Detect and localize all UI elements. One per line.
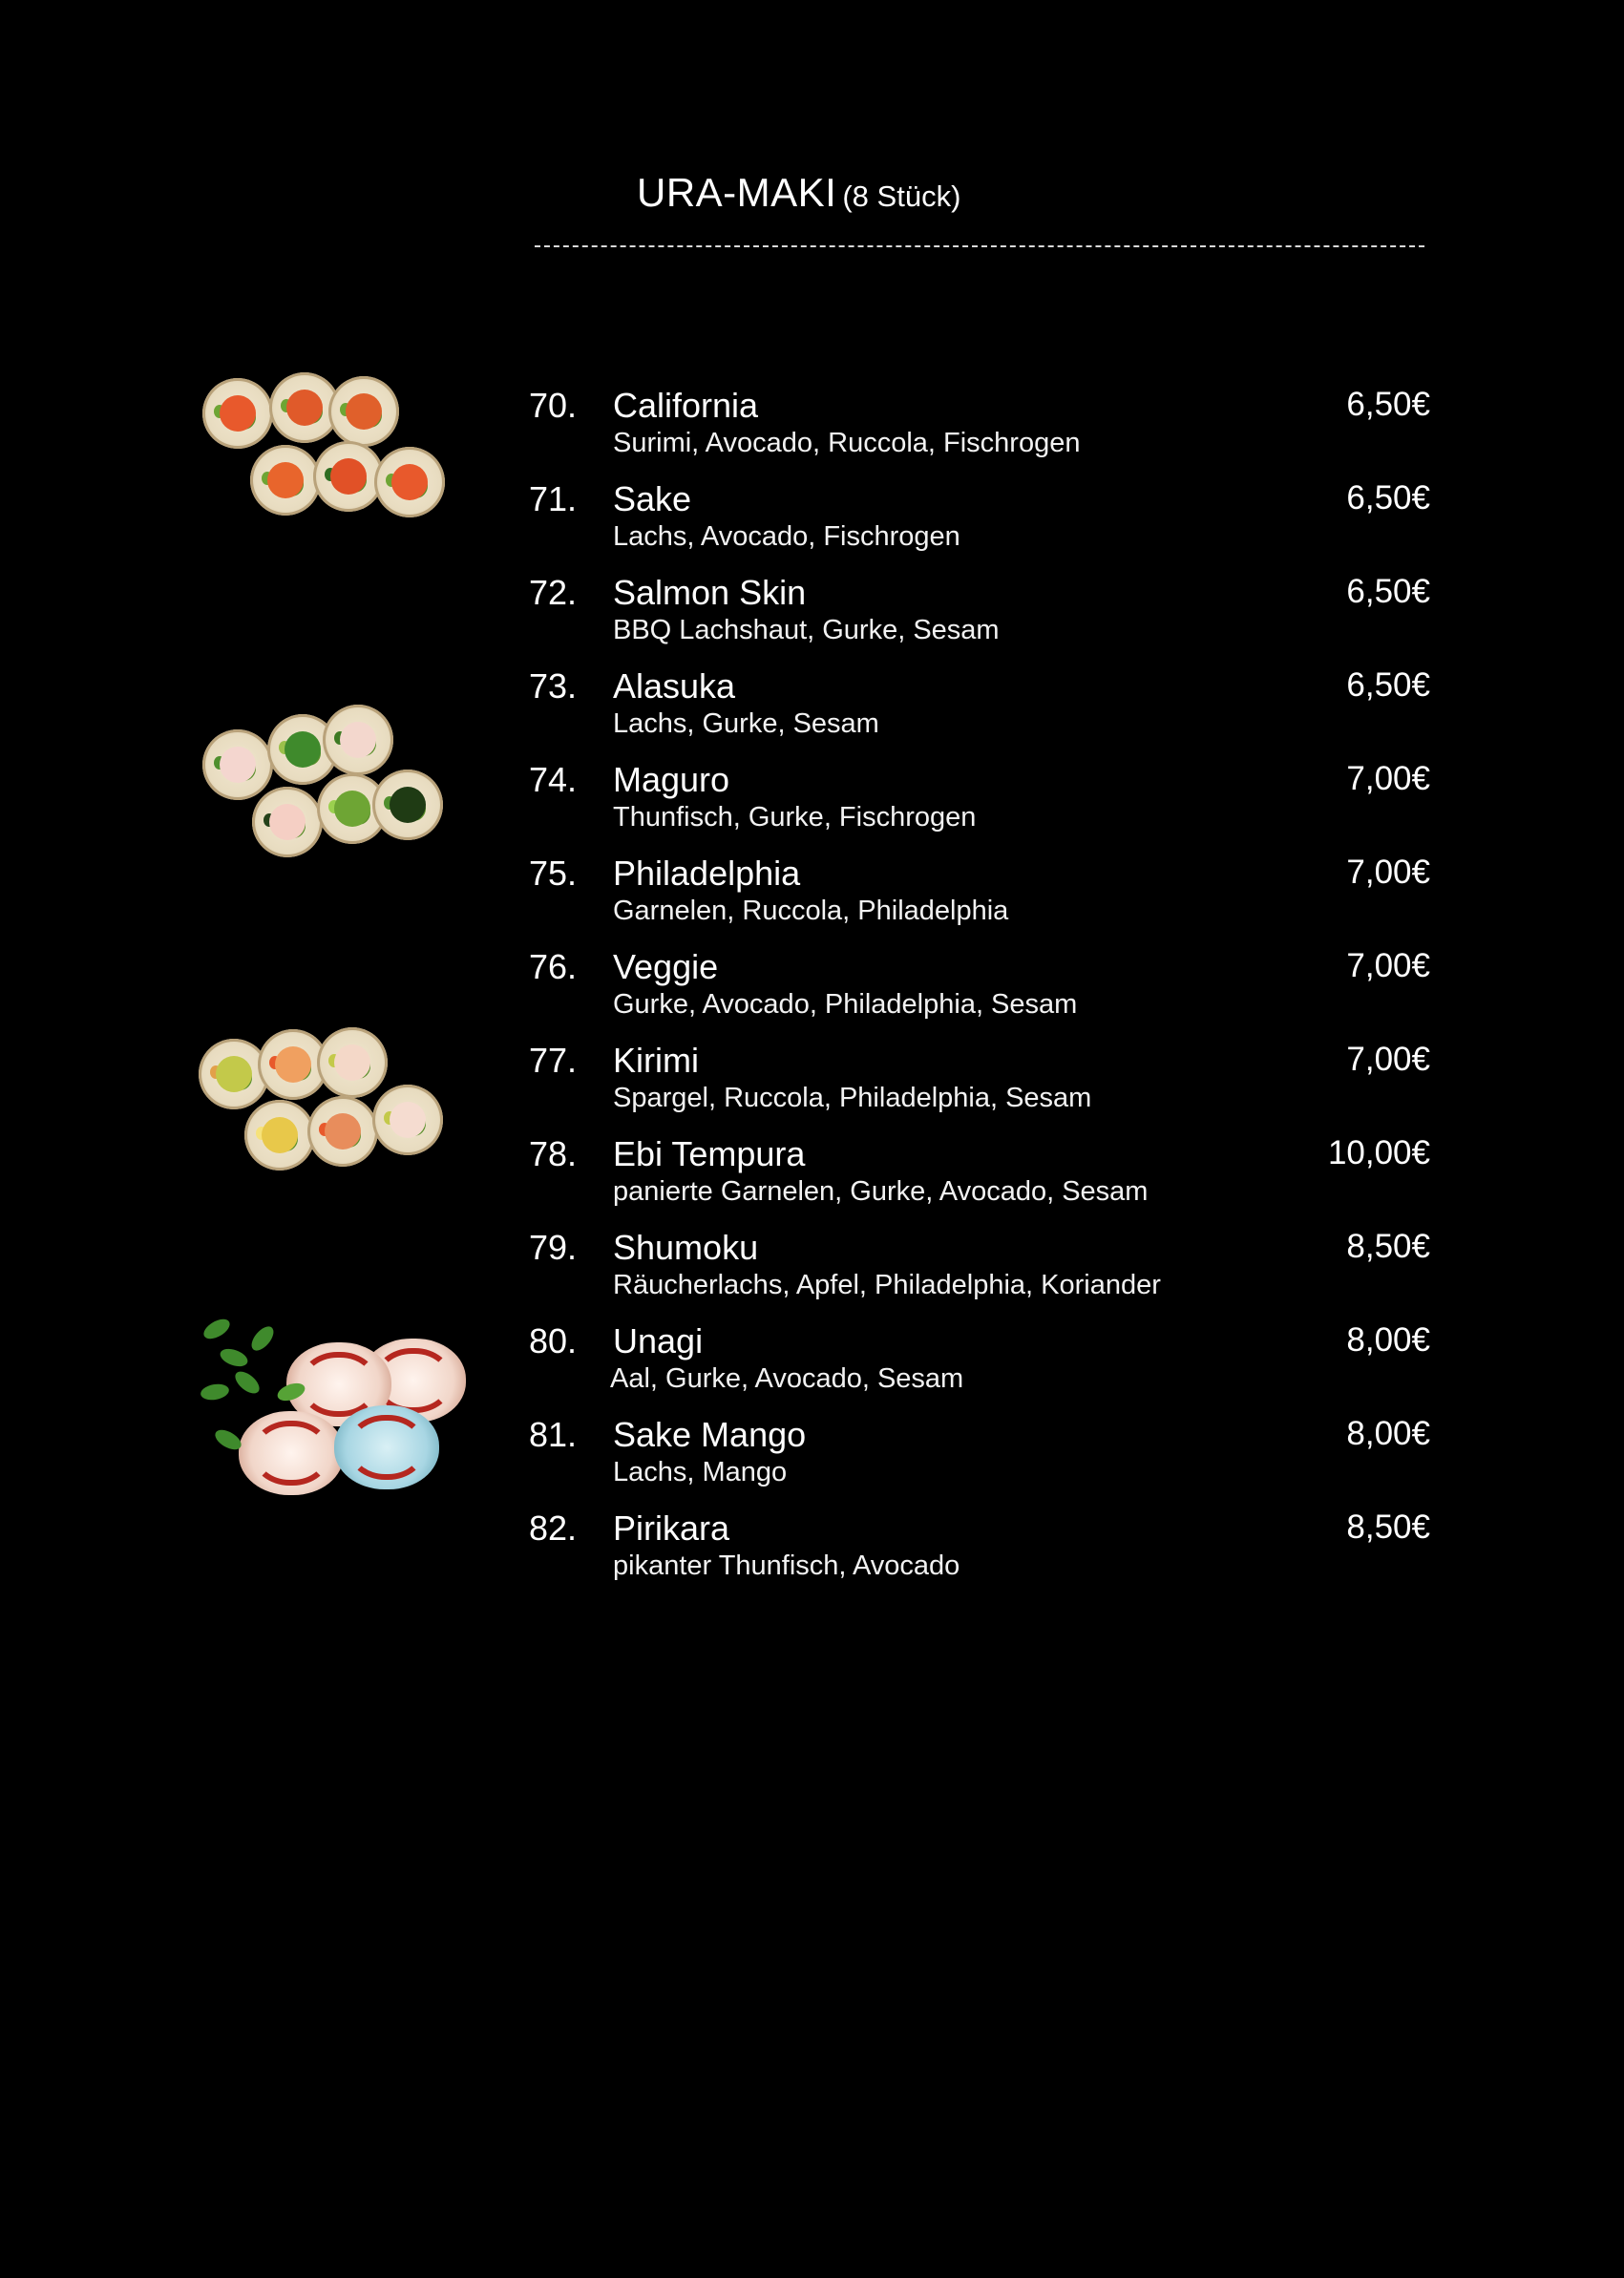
item-description: Aal, Gurke, Avocado, Sesam xyxy=(610,1363,964,1394)
item-price: 7,00€ xyxy=(1346,854,1430,891)
menu-item xyxy=(529,1041,1430,1134)
item-price: 6,50€ xyxy=(1346,666,1430,704)
item-number: 70. xyxy=(529,386,578,425)
item-description: Lachs, Mango xyxy=(613,1457,788,1487)
item-number: 79. xyxy=(529,1228,578,1267)
item-number: 71. xyxy=(529,479,578,518)
item-name: Veggie xyxy=(613,947,719,986)
item-name: Maguro xyxy=(613,760,730,799)
item-description: Spargel, Ruccola, Philadelphia, Sesam xyxy=(613,1083,1092,1113)
item-name: Unagi xyxy=(613,1321,704,1360)
menu-item xyxy=(529,573,1430,666)
item-number: 80. xyxy=(529,1321,578,1360)
item-number: 74. xyxy=(529,760,578,799)
item-number: 75. xyxy=(529,854,578,893)
item-price: 8,50€ xyxy=(1346,1228,1430,1265)
item-number: 78. xyxy=(529,1134,578,1173)
item-name: Sake xyxy=(613,479,692,518)
menu-item xyxy=(529,386,1430,479)
item-price: 6,50€ xyxy=(1346,386,1430,423)
item-name: Ebi Tempura xyxy=(613,1134,806,1173)
header-divider xyxy=(535,245,1424,247)
item-price: 7,00€ xyxy=(1346,1041,1430,1078)
menu-item xyxy=(529,947,1430,1041)
item-number: 76. xyxy=(529,947,578,986)
menu-list xyxy=(529,386,1430,1602)
item-price: 7,00€ xyxy=(1346,760,1430,797)
item-description: Thunfisch, Gurke, Fischrogen xyxy=(613,802,977,833)
item-price: 8,50€ xyxy=(1346,1508,1430,1546)
item-number: 73. xyxy=(529,666,578,706)
item-description: Garnelen, Ruccola, Philadelphia xyxy=(613,896,1009,926)
item-description: Lachs, Avocado, Fischrogen xyxy=(613,521,960,552)
item-price: 6,50€ xyxy=(1346,573,1430,610)
crab-cucumber-uramaki-photo xyxy=(199,705,447,867)
item-number: 77. xyxy=(529,1041,578,1080)
section-title: URA-MAKI xyxy=(637,170,837,215)
menu-item xyxy=(529,666,1430,760)
item-description: panierte Garnelen, Gurke, Avocado, Sesam xyxy=(613,1176,1149,1207)
item-price: 8,00€ xyxy=(1346,1415,1430,1452)
item-description: Surimi, Avocado, Ruccola, Fischrogen xyxy=(613,428,1081,458)
section-subtitle: (8 Stück) xyxy=(842,179,961,213)
menu-item xyxy=(529,1321,1430,1415)
menu-item xyxy=(529,854,1430,947)
menu-item xyxy=(529,1228,1430,1321)
item-number: 72. xyxy=(529,573,578,612)
item-price: 7,00€ xyxy=(1346,947,1430,984)
menu-item xyxy=(529,760,1430,854)
item-description: Räucherlachs, Apfel, Philadelphia, Koriander xyxy=(613,1270,1161,1300)
item-name: Kirimi xyxy=(613,1041,699,1080)
menu-item xyxy=(529,1508,1430,1602)
item-name: Philadelphia xyxy=(613,854,801,893)
item-description: BBQ Lachshaut, Gurke, Sesam xyxy=(613,615,1000,645)
item-name: Pirikara xyxy=(613,1508,730,1548)
menu-item xyxy=(529,1134,1430,1228)
item-name: California xyxy=(613,386,759,425)
item-price: 8,00€ xyxy=(1346,1321,1430,1359)
menu-item xyxy=(529,479,1430,573)
unagi-roll-photo xyxy=(200,1318,468,1508)
item-name: Shumoku xyxy=(613,1228,759,1267)
item-price: 6,50€ xyxy=(1346,479,1430,517)
item-description: Gurke, Avocado, Philadelphia, Sesam xyxy=(613,989,1078,1020)
section-header xyxy=(637,170,960,216)
salmon-uramaki-photo xyxy=(199,372,447,535)
item-description: pikanter Thunfisch, Avocado xyxy=(613,1550,960,1581)
item-number: 82. xyxy=(529,1508,578,1548)
shrimp-avocado-uramaki-photo xyxy=(195,1025,453,1188)
item-price: 10,00€ xyxy=(1327,1134,1430,1171)
item-name: Sake Mango xyxy=(613,1415,807,1454)
item-name: Alasuka xyxy=(613,666,736,706)
item-description: Lachs, Gurke, Sesam xyxy=(613,708,879,739)
item-name: Salmon Skin xyxy=(613,573,807,612)
menu-item xyxy=(529,1415,1430,1508)
item-number: 81. xyxy=(529,1415,578,1454)
